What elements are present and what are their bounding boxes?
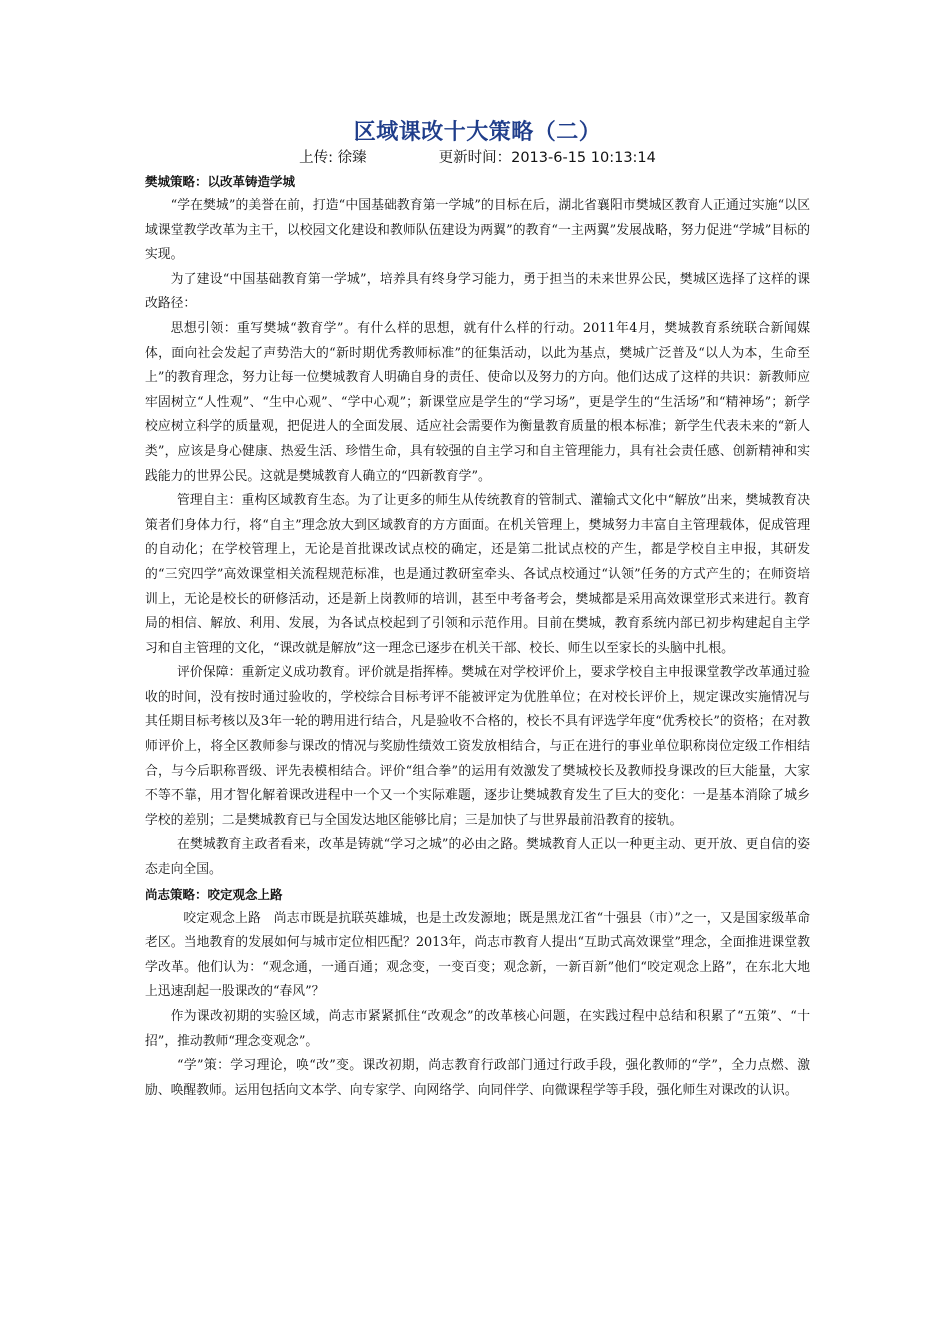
updated-time-label: 更新时间：2013-6-15 10:13:14 <box>438 150 656 166</box>
paragraph: 思想引领：重写樊城“教育学”。有什么样的思想，就有什么样的行动。2011年4月，樊城教育系统联合新闻媒体，面向社会发起了声势浩大的“新时期优秀教师标准”的征集活动，以此为基点，樊城广泛普及“以人为本，生命至上”的教育理念，努力让每一位樊城教育人明确自身的责任、使命以及努力的方向。他们达成了这样的共识：新教师应牢固树立“人性观”、“生中心观”、“学中心观”；新课堂应是学生的“学习场”，更是学生的“生活场”和“精神场”；新学校应树立科学的质量观，把促进人的全面发展、适应社会需要作为衡量教育质量的根本标准；新学生代表未来的“新人类”，应该是身心健康、热爱生活、珍惜生命，具有较强的自主学习和自主管理能力，具有社会责任感、创新精神和实践能力的世界公民。这就是樊城教育人确立的“四新教育学”。 <box>145 320 810 484</box>
section-heading-shangzhi: 尚志策略：咬定观念上路 <box>145 886 283 902</box>
paragraph: 作为课改初期的实验区域，尚志市紧紧抓住“改观念”的改革核心问题，在实践过程中总结和积累了“五策”、“十招”，推动教师“理念变观念”。 <box>145 1009 810 1049</box>
paragraph: 评价保障：重新定义成功教育。评价就是指挥棒。樊城在对学校评价上，要求学校自主申报课堂教学改革通过验收的时间，没有按时通过验收的，学校综合目标考评不能被评定为优胜单位；在对校长评价上，规定课改实施情况与其任期目标考核以及3年一轮的聘用进行结合，凡是验收不合格的，校长不具有评选学年度“优秀校长”的资格；在对教师评价上，将全区教师参与课改的情况与奖励性绩效工资发放相结合，与正在进行的事业单位职称岗位定级工作相结合，与今后职称晋级、评先表模相结合。评价“组合拳”的运用有效激发了樊城校长及教师投身课改的巨大能量，大家不等不靠，用才智化解着课改进程中一个又一个实际难题，逐步让樊城教育发生了巨大的变化：一是基本消除了城乡学校的差别；二是樊城教育已与全国发达地区能够比肩；三是加快了与世界最前沿教育的接轨。 <box>145 665 810 828</box>
paragraph: 在樊城教育主政者看来，改革是铸就“学习之城”的必由之路。樊城教育人正以一种更主动、更开放、更自信的姿态走向全国。 <box>145 837 810 878</box>
paragraph: “学在樊城”的美誉在前，打造“中国基础教育第一学城”的目标在后，湖北省襄阳市樊城区教育人正通过实施“以区域课堂教学改革为主干，以校园文化建设和教师队伍建设为两翼”的教育“一主两翼”发展战略，努力促进“学城”目标的实现。 <box>145 198 810 263</box>
uploader-label: 上传: 徐臻 <box>299 150 367 166</box>
paragraph: 为了建设“中国基础教育第一学城”，培养具有终身学习能力，勇于担当的未来世界公民，樊城区选择了这样的课改路径： <box>145 271 810 312</box>
document-page <box>145 118 810 1103</box>
paragraph: 管理自主：重构区域教育生态。为了让更多的师生从传统教育的管制式、灌输式文化中“解放”出来，樊城教育决策者们身体力行，将“自主”理念放大到区域教育的方方面面。在机关管理上，樊城努力丰富自主管理载体，促成管理的自动化；在学校管理上，无论是首批课改试点校的确定，还是第二批试点校的产生，都是学校自主申报，其研发的“三究四学”高效课堂相关流程规范标准，也是通过教研室牵头、各试点校通过“认领”任务的方式产生的；在师资培训上，无论是校长的研修活动，还是新上岗教师的培训，甚至中考备考会，樊城都是采用高效课堂形式来进行。教育局的相信、解放、利用、发展，为各试点校起到了引领和示范作用。目前在樊城，教育系统内部已初步构建起自主学习和自主管理的文化，“课改就是解放”这一理念已逐步在机关干部、校长、师生以至家长的头脑中扎根。 <box>145 493 810 656</box>
paragraph: 咬定观念上路 尚志市既是抗联英雄城，也是土改发源地；既是黑龙江省“十强县（市）”之一，又是国家级革命老区。当地教育的发展如何与城市定位相匹配？2013年，尚志市教育人提出“互助式高效课堂”理念，全面推进课堂教学改革。他们认为：“观念通，一通百通；观念变，一变百变；观念新，一新百新”他们“咬定观念上路”，在东北大地上迅速刮起一股课改的“春风”？ <box>145 910 810 1000</box>
document-meta <box>145 148 810 168</box>
paragraph: “学”策：学习理论，唤“改”变。课改初期，尚志教育行政部门通过行政手段，强化教师的“学”，全力点燃、激励、唤醒教师。运用包括向文本学、向专家学、向网络学、向同伴学、向微课程学等手段，强化师生对课改的认识。 <box>145 1058 810 1098</box>
document-title: 区域课改十大策略（二） <box>353 120 602 145</box>
section-heading-fancheng: 樊城策略：以改革铸造学城 <box>145 174 296 189</box>
